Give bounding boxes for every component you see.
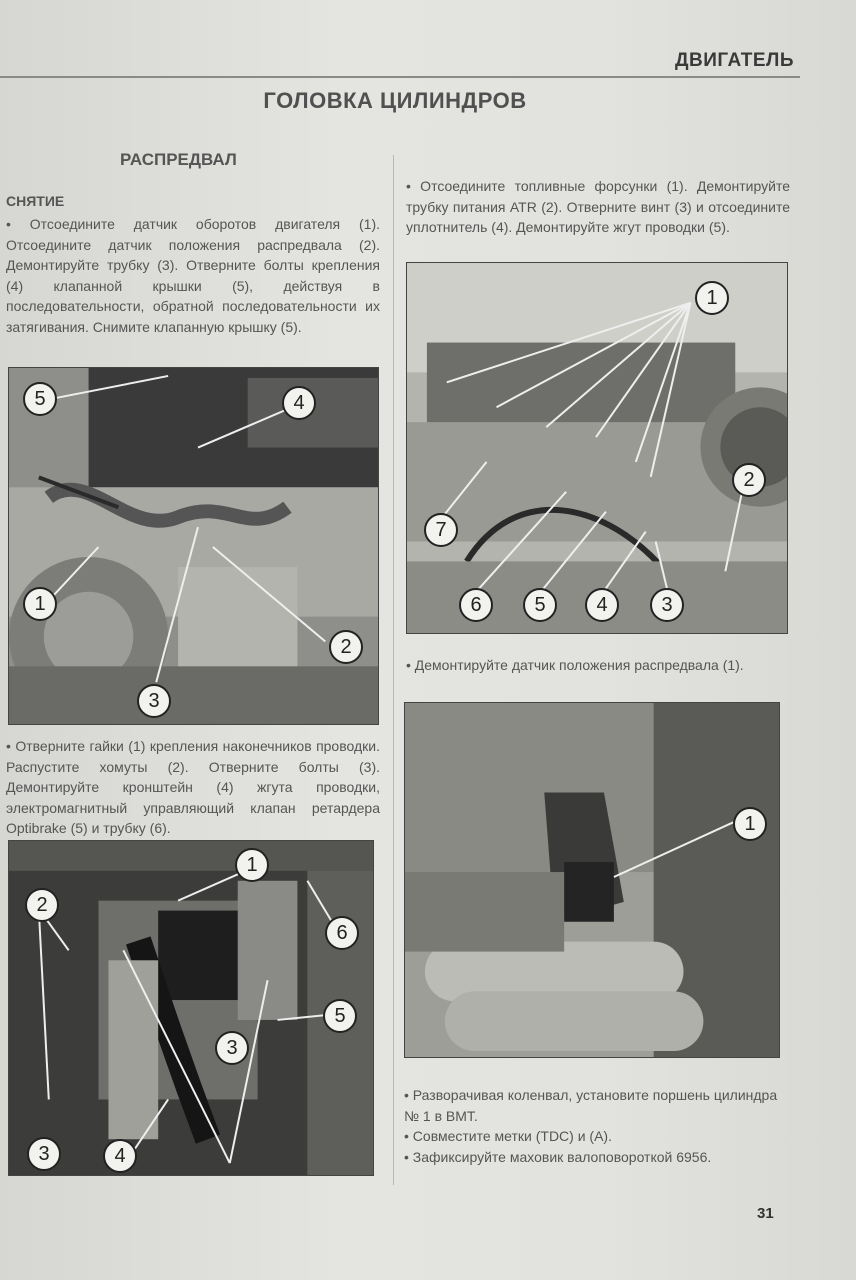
callout-5: 5: [323, 999, 357, 1033]
callout-6: 6: [325, 916, 359, 950]
section-label: ДВИГАТЕЛЬ: [674, 50, 794, 71]
callout-5: 5: [523, 588, 557, 622]
engine-photo-4: [404, 702, 780, 1058]
engine-photo-3: [406, 262, 788, 634]
callout-5: 5: [23, 382, 57, 416]
column-divider: [393, 155, 394, 1185]
callout-2: 2: [329, 630, 363, 664]
callout-1: 1: [733, 807, 767, 841]
right-paragraph-1: • Отсоедините топливные форсунки (1). Демонтируйте трубку питания ATR (2). Отверните винт (3) и отсоедините уплотнитель (4). Демонтируйте жгут проводки (5).: [406, 178, 790, 235]
removal-heading: СНЯТИЕ: [6, 193, 65, 209]
callout-2: 2: [25, 888, 59, 922]
callout-3: 3: [650, 588, 684, 622]
callout-3-lower: 3: [27, 1137, 61, 1171]
page-subtitle: РАСПРЕДВАЛ: [120, 150, 237, 169]
callout-7: 7: [424, 513, 458, 547]
left-paragraph-1: • Отсоедините датчик оборотов двигателя (1). Отсоедините датчик положения распредвала (2). Демонтируйте трубку (3). Отверните болты крепления (4) клапанной крышки (5), действуя в последовательности, обратной последовательности их затягивания. Снимите клапанную крышку (5).: [6, 216, 380, 335]
page-number: 31: [757, 1205, 774, 1222]
callout-4: 4: [282, 386, 316, 420]
page-title: ГОЛОВКА ЦИЛИНДРОВ: [263, 88, 527, 113]
callout-6: 6: [459, 588, 493, 622]
engine-photo-1: [8, 367, 379, 725]
callout-1: 1: [695, 281, 729, 315]
callout-4: 4: [585, 588, 619, 622]
callout-1: 1: [23, 587, 57, 621]
right-bullet-3: • Зафиксируйте маховик валоповороткой 6956.: [404, 1149, 712, 1165]
callout-4: 4: [103, 1139, 137, 1173]
right-bullet-2: • Совместите метки (TDC) и (А).: [404, 1128, 612, 1144]
callout-3: 3: [137, 684, 171, 718]
engine-photo-2: [8, 840, 374, 1176]
left-paragraph-2: • Отверните гайки (1) крепления наконечников проводки. Распустите хомуты (2). Отверните болты (3). Демонтируйте кронштейн (4) жгута проводки, электромагнитный управляющий клапан ретардера Optibrake (5) и трубку (6).: [6, 738, 380, 836]
right-bullet-1: • Разворачивая коленвал, установите поршень цилиндра № 1 в ВМТ.: [404, 1087, 778, 1124]
callout-2: 2: [732, 463, 766, 497]
callout-3: 3: [215, 1031, 249, 1065]
callout-1: 1: [235, 848, 269, 882]
right-paragraph-2: • Демонтируйте датчик положения распредвала (1).: [406, 657, 744, 673]
